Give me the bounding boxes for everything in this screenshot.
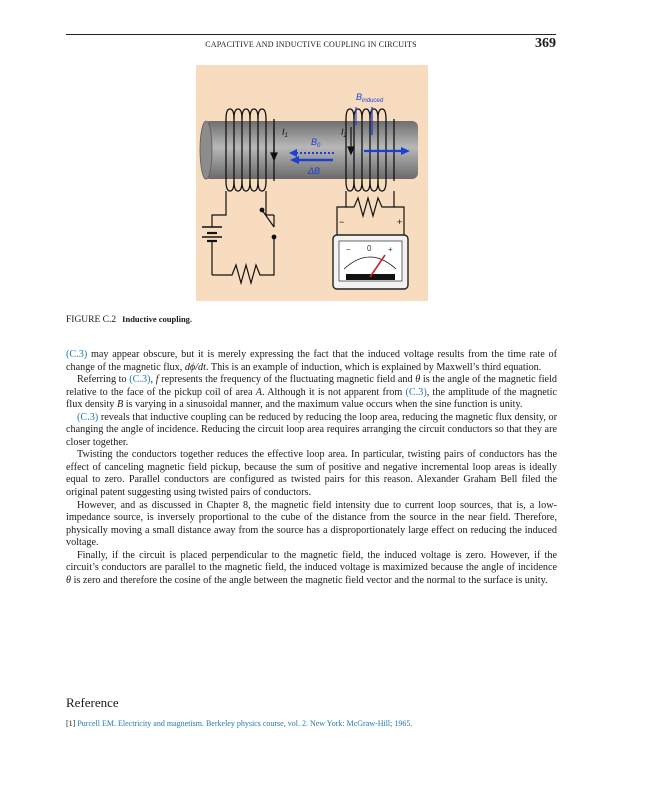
equation-crossref-link[interactable]: (C.3) — [77, 411, 99, 423]
label-i2: $I_2$ — [341, 127, 347, 139]
label-b0: $B_0$ — [311, 137, 321, 149]
text-run: . This is an example of induction, which is explained by Maxwell’s third equation. — [205, 361, 542, 373]
paragraph-3 — [66, 412, 557, 450]
switch-pivot — [272, 235, 277, 240]
text-run: reveals that inductive coupling can be reduced by reducing the loop area, reducing the magnetic flux density, or changing the angle of incidence. Reducing the circuit loop area requires arranging the circuit conductors so that they are closer together. — [66, 411, 557, 448]
inline-math: f — [155, 374, 159, 386]
text-run: is the angle of the magnetic field relative to the face of the pickup coil of area — [66, 374, 558, 398]
figure-inductive-coupling — [196, 65, 428, 301]
reference-number: [1] — [66, 719, 76, 728]
equation-crossref-link[interactable]: (C.3) — [66, 349, 88, 360]
equation-crossref-link[interactable]: (C.3) — [405, 386, 427, 398]
text-run: However, and as discussed in Chapter 8, the magnetic field intensity due to current loop sources, that is, a low-impedance source, is inversely proportional to the cube of the distance from the source in the near field. Therefore, physically moving a small distance away from the source has a disproportionately large effect on reducing the induced voltage. — [66, 499, 557, 549]
inline-math: dϕ/dt — [184, 361, 206, 373]
label-i1: $I_1$ — [282, 127, 288, 139]
text-run: . Although it is not apparent from — [261, 386, 406, 398]
running-title: CAPACITIVE AND INDUCTIVE COUPLING IN CIRCUITS — [205, 40, 417, 49]
inline-math: θ — [415, 374, 421, 386]
page-number: 369 — [535, 36, 556, 51]
text-run: Twisting the conductors together reduces the effective loop area. In particular, twisting pairs of conductors has the effect of canceling magnetic field pickup, because the sum of positive and negative incremental loop areas is ideally equal to zero. Parallel conductors are configured as twisted pairs for this reason. Alexander Graham Bell filed the original patent suggesting using twisted pairs of conductors. — [66, 449, 557, 499]
coil-plus-label: + — [397, 217, 403, 227]
meter-plus-label: + — [388, 245, 393, 254]
text-run: Finally, if the circuit is placed perpendicular to the magnetic field, the induced voltage is zero. However, if the circuit’s conductors are parallel to the magnetic field, the induced voltage is maximized because the angle of incidence — [66, 549, 557, 574]
text-run: , — [150, 374, 156, 386]
meter-minus-label: − — [346, 245, 351, 254]
text-run: , the amplitude of the magnetic flux density — [66, 386, 557, 411]
inline-math: θ — [66, 574, 72, 586]
figure-illustration — [196, 65, 428, 301]
figure-number: FIGURE C.2 — [66, 315, 117, 325]
header-rule — [66, 34, 556, 35]
text-run: is varying in a sinusoidal manner, and the maximum value occurs when the sine function is unity. — [123, 399, 523, 411]
switch-contact — [260, 208, 265, 213]
text-run: is zero and therefore the cosine of the angle between the magnetic field vector and the normal to the surface is unity. — [71, 574, 548, 586]
paragraph-4 — [66, 449, 557, 499]
equation-crossref-link[interactable]: (C.3) — [129, 374, 151, 386]
rod-end-left — [200, 121, 212, 179]
text-run: represents the frequency of the fluctuating magnetic field and — [158, 374, 416, 386]
inline-math: A — [255, 386, 262, 398]
figure-title: Inductive coupling. — [122, 314, 193, 324]
reference-item — [66, 719, 412, 728]
label-delta-b: ΔB — [308, 166, 321, 176]
reference-heading: Reference — [66, 695, 119, 710]
paragraph-6 — [66, 550, 557, 588]
label-b-induced: $B_{induced}$ — [356, 92, 384, 104]
inline-math: B — [116, 399, 124, 411]
body-text — [66, 349, 557, 587]
paragraph-2 — [66, 374, 557, 412]
paragraph-5 — [66, 500, 557, 550]
figure-caption — [66, 314, 192, 325]
paragraph-1 — [66, 349, 557, 374]
text-run: Referring to — [77, 374, 130, 386]
reference-link[interactable]: Purcell EM. Electricity and magnetism. Berkeley physics course, vol. 2. New York: McGraw-Hill; 1965. — [77, 719, 413, 728]
text-run: may appear obscure, but it is merely expressing the fact that the induced voltage results from the time rate of change of the magnetic flux, — [66, 349, 557, 373]
coil-minus-label: − — [339, 217, 345, 227]
meter-zero-label: 0 — [367, 244, 372, 253]
